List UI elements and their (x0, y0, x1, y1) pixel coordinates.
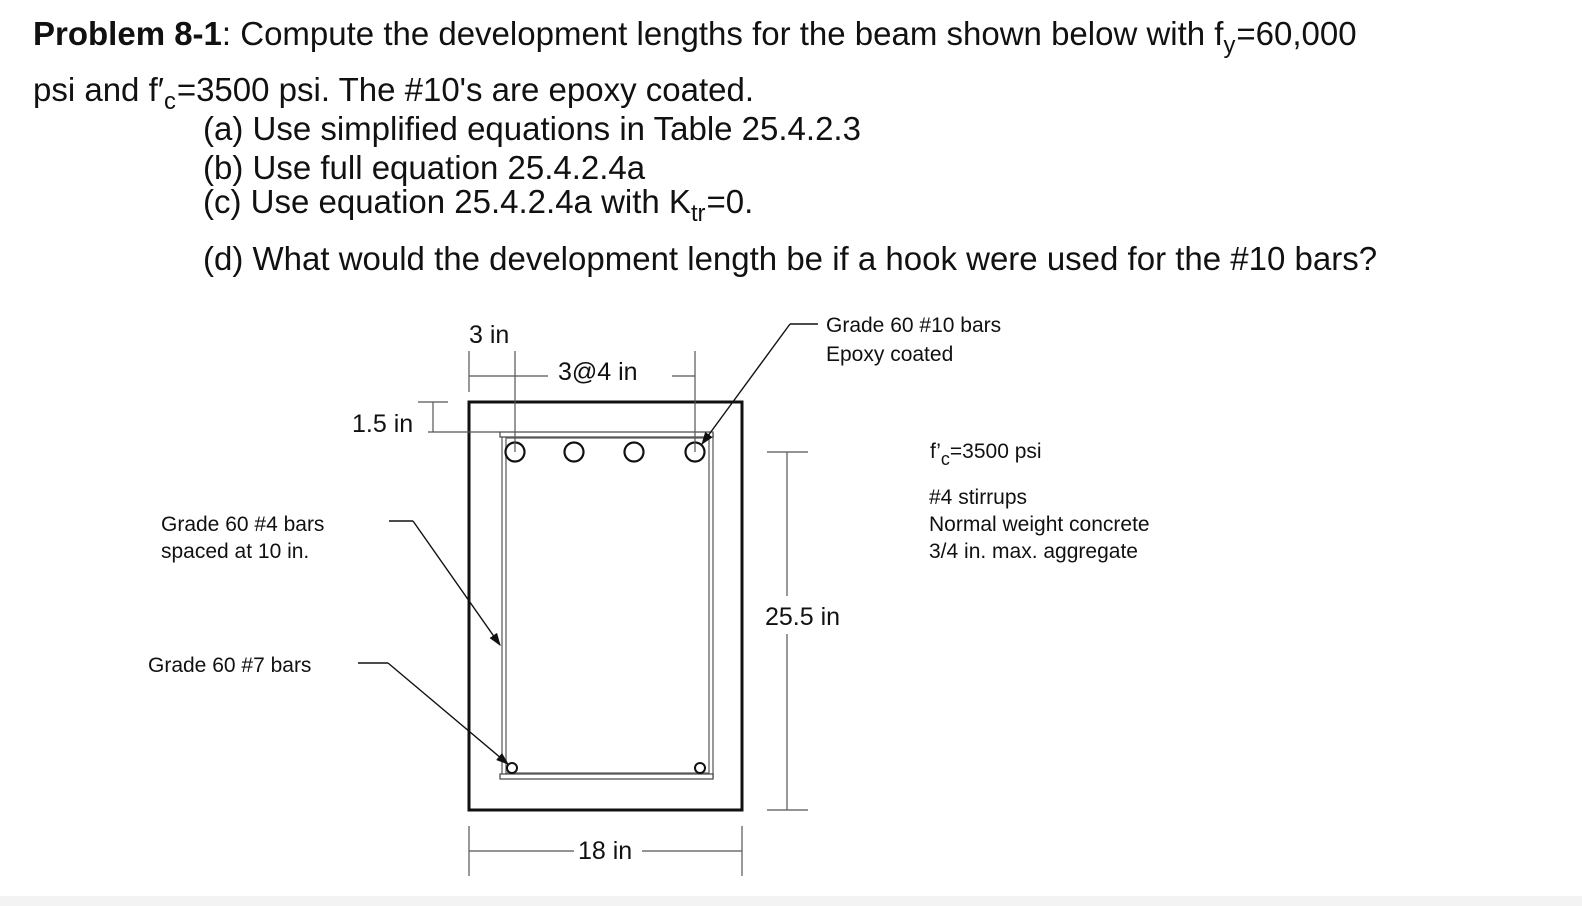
dim-height-label: 25.5 in (765, 603, 841, 631)
top-bar (625, 443, 644, 462)
note-fc-subscript: c (940, 449, 950, 469)
part-b: (b) Use full equation 25.4.2.4a (203, 149, 646, 186)
note-fc (930, 440, 1042, 469)
label-top-bars-line1: Grade 60 #10 bars (826, 314, 1002, 337)
ktr-subscript: tr (690, 200, 706, 228)
page-bottom-strip (0, 896, 1582, 906)
problem-text-2: psi and f′ (33, 71, 164, 108)
dim-spacing-label: 3@4 in (558, 358, 638, 386)
note-stirrups: #4 stirrups (929, 486, 1028, 509)
part-c-end: =0. (706, 183, 754, 220)
label-bottom-bars: Grade 60 #7 bars (148, 654, 312, 677)
fy-value: =60,000 (1236, 15, 1357, 52)
label-top-bars-line2: Epoxy coated (826, 343, 954, 366)
bottom-bar (507, 763, 517, 773)
fy-subscript: y (1223, 32, 1236, 60)
dim-cover-label: 1.5 in (352, 410, 414, 438)
part-c-text: (c) Use equation 25.4.2.4a with K (203, 183, 691, 220)
stirrup-bottom-leg (500, 774, 713, 779)
stirrup-top-leg (500, 432, 713, 437)
note-fc-prefix: f’ (930, 440, 941, 463)
part-d: (d) What would the development length be if a hook were used for the #10 bars? (203, 240, 1378, 277)
bottom-bar (695, 763, 705, 773)
stirrup-outer (502, 434, 713, 777)
top-bar (565, 443, 584, 462)
leader-bottom-bars-arrow (388, 663, 508, 764)
beam-outline (469, 402, 742, 810)
problem-title: Problem 8-1 (33, 15, 222, 52)
note-fc-value: =3500 psi (949, 440, 1042, 463)
note-concrete: Normal weight concrete (929, 513, 1150, 536)
stirrup-inner (506, 438, 709, 773)
dim-3in-label: 3 in (469, 321, 510, 349)
leader-stirrups-arrow (413, 521, 500, 645)
leader-top-bars-arrow (702, 324, 790, 444)
part-a: (a) Use simplified equations in Table 25.4.2.3 (203, 110, 861, 147)
fc-subscript: c (163, 88, 176, 116)
label-stirrups-line2: spaced at 10 in. (161, 540, 310, 563)
dim-width-label: 18 in (578, 837, 633, 865)
label-stirrups-line1: Grade 60 #4 bars (161, 513, 325, 536)
problem-text-1: : Compute the development lengths for the beam shown below with f (221, 15, 1224, 52)
problem-text-3: =3500 psi. The #10's are epoxy coated. (176, 71, 754, 108)
note-aggregate: 3/4 in. max. aggregate (929, 540, 1138, 563)
